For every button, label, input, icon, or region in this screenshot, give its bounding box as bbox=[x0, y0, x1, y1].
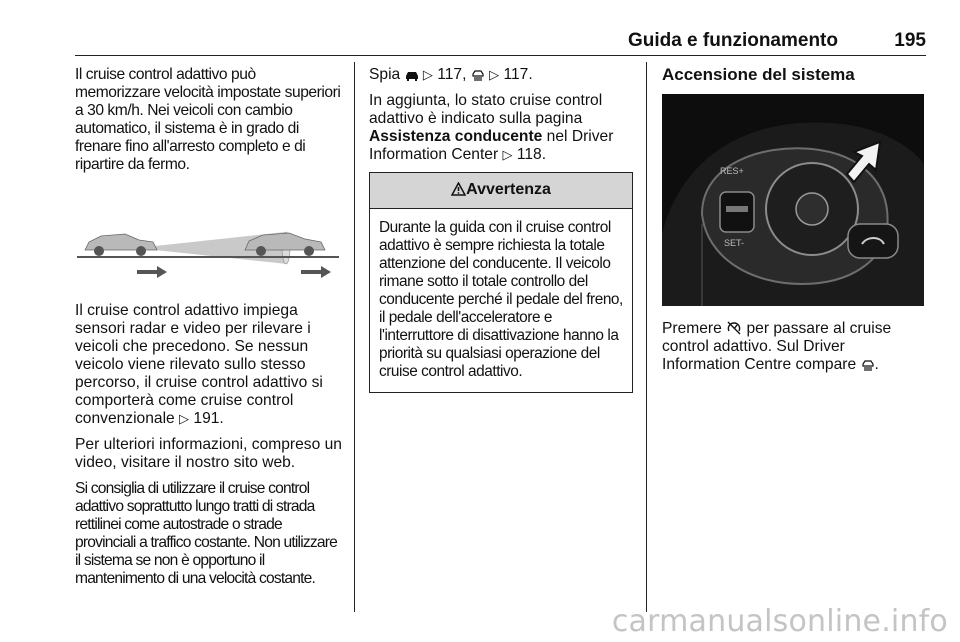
column-divider-1 bbox=[354, 62, 355, 612]
paragraph-info: Per ulteriori informazioni, compreso un video, visitare il nostro sito web. bbox=[75, 436, 342, 471]
cross-reference-arrow-icon: ▷ bbox=[422, 67, 433, 82]
warning-body: Durante la guida con il cruise control adattivo è sempre richiesta la totale attenzione del conducente. Il veicolo rimane sotto il totale controllo del conducente perché il pedale del freno, il pedale dell'acceleratore e l'interruttore di disattivazione hanno la priorità su qualsiasi operazione del cruise control adattivo. bbox=[379, 219, 623, 380]
paragraph-advice: Si consiglia di utilizzare il cruise control adattivo soprattutto lungo tratti di strada rettilinei come autostrade o strade provinciali a traffico costante. Non utilizzare il sistema se non è opportuno il mantenimento di una velocità costante. bbox=[75, 480, 338, 587]
column-3 bbox=[662, 66, 924, 382]
warning-title: Avvertenza bbox=[370, 173, 632, 209]
cross-reference-arrow-icon: ▷ bbox=[489, 67, 500, 82]
adaptive-cruise-icon bbox=[471, 69, 485, 81]
dic-page-name: Assistenza conducente bbox=[369, 128, 543, 145]
page-header bbox=[75, 30, 926, 54]
steering-wheel-photo bbox=[662, 94, 924, 306]
header-rule bbox=[75, 55, 926, 56]
column-divider-2 bbox=[646, 62, 647, 612]
adaptive-cruise-icon bbox=[861, 359, 875, 371]
radar-illustration bbox=[75, 184, 341, 286]
paragraph-indicator: Spia ▷ 117, ▷ 117. bbox=[369, 66, 533, 83]
watermark: carmanualsonline.info bbox=[611, 604, 948, 639]
paragraph-dic: In aggiunta, lo stato cruise control adattivo è indicato sulla pagina Assistenza conducente nel Driver Information Center ▷ 118. bbox=[369, 92, 614, 163]
column-2 bbox=[369, 66, 633, 393]
cross-reference-arrow-icon: ▷ bbox=[179, 411, 190, 426]
direction-arrow-left-icon bbox=[137, 266, 167, 278]
page-reference: 191 bbox=[193, 410, 220, 427]
page-number: 195 bbox=[894, 30, 926, 51]
direction-arrow-right-icon bbox=[301, 266, 331, 278]
car-icon bbox=[405, 69, 419, 81]
section-title: Guida e funzionamento bbox=[627, 30, 838, 51]
warning-triangle-icon bbox=[451, 182, 466, 196]
front-car-icon bbox=[85, 234, 157, 256]
paragraph-activation: Premere per passare al cruise control adattivo. Sul Driver Information Centre compare . bbox=[662, 320, 892, 373]
paragraph-intro: Il cruise control adattivo può memorizzare velocità impostate superiori a 30 km/h. Nei veicoli con cambio automatico, il sistema è in grado di frenare fino all'arresto completo e di ripartire da fermo. bbox=[75, 66, 341, 173]
set-minus-label: SET- bbox=[724, 238, 745, 248]
cross-reference-arrow-icon: ▷ bbox=[502, 147, 513, 162]
warning-box bbox=[369, 172, 633, 393]
paragraph-sensors: Il cruise control adattivo impiega sensori radar e video per rilevare i veicoli che precedono. Se nessun veicolo viene rilevato sullo stesso percorso, il cruise control adattivo si comporterà come cruise control convenzionale ▷ 191. bbox=[75, 302, 323, 427]
cruise-button-icon bbox=[726, 321, 742, 335]
section-heading: Accensione del sistema bbox=[662, 65, 855, 84]
res-plus-label: RES+ bbox=[720, 166, 744, 176]
column-1 bbox=[75, 66, 343, 596]
